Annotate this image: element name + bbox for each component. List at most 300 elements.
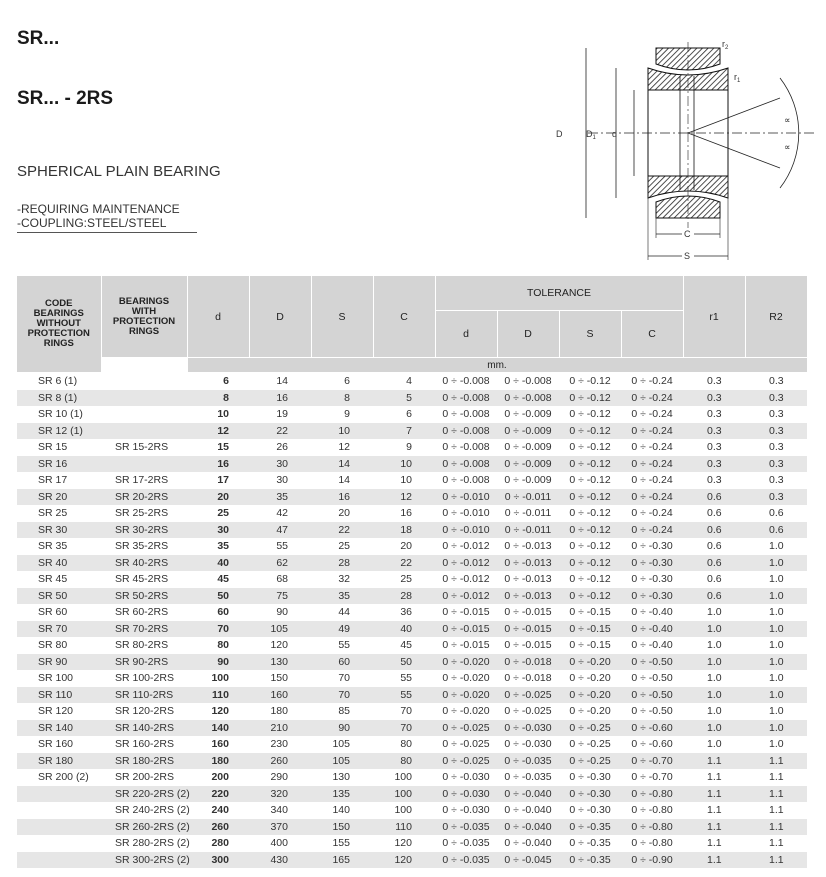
cell-tol-C: 0 ÷ -0.40	[631, 639, 673, 652]
cell-code: SR 40	[17, 555, 101, 572]
cell-r1: 0.6	[707, 573, 722, 586]
table-row	[17, 423, 807, 440]
cell-tol-S: 0 ÷ -0.12	[569, 540, 611, 553]
dim-D1-label: $D_1$	[586, 129, 596, 141]
cell-tol-d: 0 ÷ -0.015	[442, 639, 490, 652]
cell-C: 20	[400, 540, 412, 553]
cell-tol-D: 0 ÷ -0.015	[504, 606, 552, 619]
cell-D: 47	[249, 522, 311, 539]
cell-code: SR 30	[17, 522, 101, 539]
cell-D: 35	[249, 489, 311, 506]
cell-r1: 0.3	[707, 441, 722, 454]
cell-tol-S: 0 ÷ -0.12	[569, 507, 611, 520]
cell-tol-d: 0 ÷ -0.008	[442, 375, 490, 388]
cell-r1: 1.1	[683, 753, 745, 770]
cell-r2: 1.0	[769, 639, 784, 652]
cell-tol-S: 0 ÷ -0.12	[569, 573, 611, 586]
cell-d: 140	[187, 720, 249, 737]
cell-D: 150	[270, 672, 288, 685]
table-row	[17, 802, 807, 819]
cell-r2: 0.3	[745, 390, 807, 407]
table-row	[17, 439, 807, 456]
cell-r2: 0.3	[745, 423, 807, 440]
col-header-C: C	[373, 276, 435, 358]
cell-S: 130	[332, 771, 350, 784]
cell-with-rings: SR 80-2RS	[115, 639, 169, 652]
cell-tol-d: 0 ÷ -0.010	[435, 489, 497, 506]
cell-d: 16	[187, 456, 249, 473]
cell-tol-D: 0 ÷ -0.015	[504, 639, 552, 652]
cell-C: 100	[394, 804, 412, 817]
cell-tol-S: 0 ÷ -0.12	[559, 390, 621, 407]
cell-tol-S: 0 ÷ -0.30	[559, 786, 621, 803]
cell-S: 22	[311, 522, 373, 539]
cell-d: 100	[211, 672, 229, 685]
cell-r1: 1.1	[707, 837, 722, 850]
cell-tol-D: 0 ÷ -0.040	[497, 819, 559, 836]
table-row	[17, 489, 807, 506]
col-header-tol-C: C	[621, 311, 683, 358]
cell-S: 32	[338, 573, 350, 586]
cell-C: 18	[373, 522, 435, 539]
cell-tol-C: 0 ÷ -0.50	[621, 654, 683, 671]
cell-tol-C: 0 ÷ -0.60	[621, 720, 683, 737]
cell-D: 42	[276, 507, 288, 520]
cell-S: 14	[311, 456, 373, 473]
cell-tol-S: 0 ÷ -0.12	[559, 555, 621, 572]
cell-tol-d: 0 ÷ -0.020	[435, 654, 497, 671]
cell-r1: 1.0	[683, 654, 745, 671]
cell-r1: 1.0	[683, 621, 745, 638]
cell-r2: 1.1	[769, 837, 784, 850]
cell-tol-d: 0 ÷ -0.015	[435, 621, 497, 638]
cell-S: 70	[311, 687, 373, 704]
cell-with-rings: SR 30-2RS	[101, 522, 187, 539]
cell-tol-C: 0 ÷ -0.30	[631, 573, 673, 586]
cell-tol-C: 0 ÷ -0.24	[621, 522, 683, 539]
cell-r1: 0.6	[683, 588, 745, 605]
cell-tol-S: 0 ÷ -0.12	[559, 588, 621, 605]
cell-C: 6	[406, 408, 412, 421]
cell-with-rings: SR 160-2RS	[115, 738, 174, 751]
cell-tol-D: 0 ÷ -0.040	[504, 804, 552, 817]
cell-with-rings	[101, 406, 187, 423]
cell-tol-D: 0 ÷ -0.009	[497, 456, 559, 473]
cell-tol-C: 0 ÷ -0.24	[631, 474, 673, 487]
cell-tol-S: 0 ÷ -0.35	[569, 837, 611, 850]
cell-tol-C: 0 ÷ -0.30	[631, 540, 673, 553]
cell-D: 130	[249, 654, 311, 671]
cell-C: 70	[400, 705, 412, 718]
cell-C: 55	[373, 687, 435, 704]
cell-tol-C: 0 ÷ -0.70	[631, 771, 673, 784]
cell-tol-S: 0 ÷ -0.30	[569, 771, 611, 784]
cell-code: SR 35	[38, 540, 68, 553]
cell-with-rings	[101, 373, 187, 390]
cell-tol-D: 0 ÷ -0.013	[497, 555, 559, 572]
cell-tol-C: 0 ÷ -0.24	[621, 489, 683, 506]
cell-tol-D: 0 ÷ -0.011	[497, 489, 559, 506]
cell-r2: 1.0	[769, 705, 784, 718]
cell-tol-d: 0 ÷ -0.012	[442, 540, 490, 553]
cell-d: 300	[187, 852, 249, 869]
cell-with-rings: SR 120-2RS	[115, 705, 174, 718]
cell-tol-C: 0 ÷ -0.24	[631, 375, 673, 388]
cell-r2: 1.0	[769, 540, 784, 553]
cell-tol-S: 0 ÷ -0.20	[569, 705, 611, 718]
cell-r1: 0.6	[707, 540, 722, 553]
table-row	[17, 406, 807, 423]
col-header-tol-d: d	[435, 311, 497, 358]
cell-d: 45	[217, 573, 229, 586]
cell-r1: 0.3	[683, 390, 745, 407]
cell-r1: 0.6	[683, 489, 745, 506]
cell-C: 40	[373, 621, 435, 638]
unit-label: mm.	[187, 358, 807, 373]
cell-code: SR 20	[17, 489, 101, 506]
cell-r1: 1.1	[683, 786, 745, 803]
cell-tol-D: 0 ÷ -0.009	[504, 441, 552, 454]
cell-r2: 1.1	[769, 804, 784, 817]
cell-with-rings: SR 20-2RS	[101, 489, 187, 506]
cell-D: 210	[249, 720, 311, 737]
cell-with-rings: SR 110-2RS	[101, 687, 187, 704]
cell-code: SR 140	[17, 720, 101, 737]
cell-tol-D: 0 ÷ -0.018	[497, 654, 559, 671]
cell-tol-d: 0 ÷ -0.025	[435, 753, 497, 770]
cell-r2: 1.0	[769, 738, 784, 751]
note-maintenance: -REQUIRING MAINTENANCE	[17, 202, 180, 216]
cell-S: 135	[311, 786, 373, 803]
cell-with-rings: SR 240-2RS (2)	[115, 804, 190, 817]
cell-S: 150	[311, 819, 373, 836]
cell-r1: 1.1	[683, 852, 745, 869]
cell-tol-D: 0 ÷ -0.011	[504, 507, 552, 520]
cell-S: 6	[344, 375, 350, 388]
cell-D: 105	[249, 621, 311, 638]
cell-D: 68	[276, 573, 288, 586]
cell-C: 28	[373, 588, 435, 605]
cell-tol-S: 0 ÷ -0.12	[569, 441, 611, 454]
cell-tol-C: 0 ÷ -0.70	[621, 753, 683, 770]
table-row	[17, 538, 807, 555]
cell-S: 155	[332, 837, 350, 850]
cell-code: SR 110	[17, 687, 101, 704]
cell-tol-C: 0 ÷ -0.40	[631, 606, 673, 619]
bearing-spec-table	[17, 276, 808, 868]
cell-C: 120	[394, 837, 412, 850]
cell-d: 15	[217, 441, 229, 454]
cell-S: 90	[311, 720, 373, 737]
cell-S: 165	[311, 852, 373, 869]
cell-tol-S: 0 ÷ -0.12	[569, 408, 611, 421]
r1-label: $r_1$	[734, 72, 741, 84]
cell-tol-S: 0 ÷ -0.15	[569, 639, 611, 652]
cell-D: 75	[249, 588, 311, 605]
cell-d: 160	[211, 738, 229, 751]
cell-d: 70	[187, 621, 249, 638]
dim-d-label: d	[612, 129, 618, 139]
cell-r2: 1.0	[745, 588, 807, 605]
cell-S: 28	[311, 555, 373, 572]
cell-with-rings: SR 220-2RS (2)	[101, 786, 187, 803]
cell-d: 60	[217, 606, 229, 619]
cell-r1: 1.0	[707, 639, 722, 652]
cell-tol-d: 0 ÷ -0.008	[435, 423, 497, 440]
cell-r2: 1.0	[769, 672, 784, 685]
cell-S: 105	[311, 753, 373, 770]
cell-tol-D: 0 ÷ -0.040	[497, 786, 559, 803]
cell-D: 340	[270, 804, 288, 817]
cell-S: 10	[311, 423, 373, 440]
table-row	[17, 736, 807, 753]
cell-tol-D: 0 ÷ -0.009	[504, 408, 552, 421]
cell-d: 25	[217, 507, 229, 520]
cell-tol-D: 0 ÷ -0.009	[504, 474, 552, 487]
cell-code: SR 80	[38, 639, 68, 652]
cell-D: 30	[249, 456, 311, 473]
cell-r1: 0.3	[707, 408, 722, 421]
cell-d: 10	[217, 408, 229, 421]
cell-r2: 1.0	[745, 687, 807, 704]
cell-tol-d: 0 ÷ -0.008	[442, 408, 490, 421]
col-header-d: d	[187, 276, 249, 358]
alpha-top-label: ∝	[784, 115, 791, 125]
cell-tol-D: 0 ÷ -0.030	[497, 720, 559, 737]
col-header-D: D	[249, 276, 311, 358]
cell-r1: 0.6	[707, 507, 722, 520]
r2-label: $r_2$	[722, 39, 729, 51]
cell-tol-S: 0 ÷ -0.15	[559, 621, 621, 638]
cell-with-rings: SR 200-2RS	[115, 771, 174, 784]
cell-tol-d: 0 ÷ -0.035	[435, 819, 497, 836]
cell-S: 85	[338, 705, 350, 718]
table-row	[17, 505, 807, 522]
cell-code: SR 8 (1)	[17, 390, 101, 407]
cell-r2: 1.0	[745, 654, 807, 671]
cell-with-rings: SR 17-2RS	[115, 474, 169, 487]
cell-C: 4	[406, 375, 412, 388]
cell-with-rings	[101, 456, 187, 473]
cell-tol-S: 0 ÷ -0.35	[559, 852, 621, 869]
cell-code	[17, 835, 101, 852]
cell-tol-D: 0 ÷ -0.018	[504, 672, 552, 685]
cell-tol-d: 0 ÷ -0.025	[435, 720, 497, 737]
cell-tol-d: 0 ÷ -0.030	[435, 786, 497, 803]
cell-D: 16	[249, 390, 311, 407]
cell-tol-d: 0 ÷ -0.012	[435, 588, 497, 605]
cell-d: 110	[187, 687, 249, 704]
cell-D: 22	[249, 423, 311, 440]
cell-S: 16	[311, 489, 373, 506]
cell-code: SR 10 (1)	[38, 408, 83, 421]
cell-tol-d: 0 ÷ -0.030	[442, 771, 490, 784]
cell-r2: 1.1	[745, 753, 807, 770]
cell-D: 430	[249, 852, 311, 869]
cell-tol-C: 0 ÷ -0.24	[631, 408, 673, 421]
cell-with-rings: SR 45-2RS	[115, 573, 169, 586]
cell-tol-D: 0 ÷ -0.035	[497, 753, 559, 770]
cell-S: 35	[311, 588, 373, 605]
cell-tol-d: 0 ÷ -0.035	[442, 837, 490, 850]
cell-r2: 1.0	[769, 606, 784, 619]
cell-with-rings: SR 140-2RS	[101, 720, 187, 737]
cell-tol-S: 0 ÷ -0.12	[559, 522, 621, 539]
cell-C: 22	[373, 555, 435, 572]
cell-d: 40	[187, 555, 249, 572]
cell-tol-d: 0 ÷ -0.030	[442, 804, 490, 817]
cell-S: 105	[332, 738, 350, 751]
cell-tol-C: 0 ÷ -0.50	[631, 672, 673, 685]
cell-with-rings: SR 90-2RS	[101, 654, 187, 671]
cell-tol-d: 0 ÷ -0.010	[442, 507, 490, 520]
cell-D: 55	[276, 540, 288, 553]
cell-tol-S: 0 ÷ -0.20	[569, 672, 611, 685]
cell-tol-S: 0 ÷ -0.12	[559, 456, 621, 473]
cell-with-rings: SR 70-2RS	[101, 621, 187, 638]
cell-d: 220	[187, 786, 249, 803]
cell-C: 12	[373, 489, 435, 506]
cell-code: SR 160	[38, 738, 74, 751]
cell-S: 70	[338, 672, 350, 685]
cell-tol-d: 0 ÷ -0.020	[442, 705, 490, 718]
cell-tol-S: 0 ÷ -0.15	[569, 606, 611, 619]
cell-tol-D: 0 ÷ -0.008	[504, 375, 552, 388]
cell-tol-d: 0 ÷ -0.020	[442, 672, 490, 685]
cell-r1: 1.1	[707, 771, 722, 784]
cell-d: 8	[187, 390, 249, 407]
table-row	[17, 522, 807, 539]
cell-code: SR 16	[17, 456, 101, 473]
cell-code: SR 6 (1)	[38, 375, 78, 388]
cell-C: 5	[373, 390, 435, 407]
cell-D: 230	[270, 738, 288, 751]
cell-S: 25	[338, 540, 350, 553]
table-row	[17, 819, 807, 836]
cell-r2: 0.3	[769, 375, 784, 388]
cell-D: 120	[270, 639, 288, 652]
cell-tol-S: 0 ÷ -0.12	[569, 375, 611, 388]
cell-r2: 1.1	[745, 852, 807, 869]
table-row	[17, 769, 807, 786]
cell-code: SR 100	[38, 672, 74, 685]
cell-d: 200	[211, 771, 229, 784]
cell-tol-C: 0 ÷ -0.24	[621, 423, 683, 440]
cell-S: 12	[338, 441, 350, 454]
cell-code: SR 120	[38, 705, 74, 718]
cell-with-rings: SR 25-2RS	[115, 507, 169, 520]
cell-C: 80	[400, 738, 412, 751]
cell-r1: 0.6	[683, 522, 745, 539]
cell-tol-D: 0 ÷ -0.035	[504, 771, 552, 784]
cell-r2: 0.3	[769, 474, 784, 487]
cell-r2: 1.0	[769, 573, 784, 586]
cell-r2: 0.3	[745, 456, 807, 473]
cell-tol-d: 0 ÷ -0.008	[442, 474, 490, 487]
cell-d: 280	[211, 837, 229, 850]
cell-with-rings: SR 35-2RS	[115, 540, 169, 553]
cell-tol-d: 0 ÷ -0.008	[442, 441, 490, 454]
cell-tol-D: 0 ÷ -0.045	[497, 852, 559, 869]
cell-S: 8	[311, 390, 373, 407]
cell-D: 400	[270, 837, 288, 850]
cell-code	[17, 786, 101, 803]
cell-C: 10	[373, 456, 435, 473]
cell-with-rings: SR 280-2RS (2)	[115, 837, 190, 850]
cell-d: 80	[217, 639, 229, 652]
product-title: SR...	[17, 28, 60, 49]
col-header-r1: r1	[683, 276, 745, 358]
product-subtitle: SPHERICAL PLAIN BEARING	[17, 163, 221, 180]
cell-S: 140	[332, 804, 350, 817]
cell-r2: 1.0	[745, 555, 807, 572]
cell-r2: 1.0	[745, 720, 807, 737]
cell-tol-S: 0 ÷ -0.25	[559, 753, 621, 770]
cell-C: 80	[373, 753, 435, 770]
cell-r1: 0.6	[683, 555, 745, 572]
table-row	[17, 703, 807, 720]
alpha-bottom-label: ∝	[784, 142, 791, 152]
cell-tol-C: 0 ÷ -0.24	[631, 507, 673, 520]
cell-r1: 1.1	[683, 819, 745, 836]
cell-r1: 1.0	[707, 606, 722, 619]
cell-r2: 0.3	[769, 408, 784, 421]
table-row	[17, 456, 807, 473]
col-header-tol-S: S	[559, 311, 621, 358]
cell-code	[17, 819, 101, 836]
dim-S-label: S	[684, 251, 691, 261]
cell-tol-C: 0 ÷ -0.24	[621, 390, 683, 407]
cell-tol-D: 0 ÷ -0.030	[504, 738, 552, 751]
cell-tol-S: 0 ÷ -0.20	[559, 687, 621, 704]
cell-code	[17, 852, 101, 869]
col-header-tol-D: D	[497, 311, 559, 358]
cell-r2: 0.3	[769, 441, 784, 454]
cell-tol-C: 0 ÷ -0.90	[621, 852, 683, 869]
cell-r2: 0.3	[745, 489, 807, 506]
cell-C: 36	[400, 606, 412, 619]
col-header-tolerance: TOLERANCE	[435, 276, 683, 311]
cell-C: 50	[373, 654, 435, 671]
cell-tol-C: 0 ÷ -0.24	[631, 441, 673, 454]
table-row	[17, 852, 807, 869]
cell-D: 26	[276, 441, 288, 454]
cell-d: 180	[187, 753, 249, 770]
cell-r1: 1.0	[707, 672, 722, 685]
col-header-S: S	[311, 276, 373, 358]
cell-r1: 1.0	[683, 687, 745, 704]
cell-tol-d: 0 ÷ -0.012	[442, 573, 490, 586]
cell-C: 9	[406, 441, 412, 454]
table-row	[17, 604, 807, 621]
dim-D-label: D	[556, 129, 563, 139]
cell-C: 45	[400, 639, 412, 652]
cell-D: 14	[276, 375, 288, 388]
cell-tol-C: 0 ÷ -0.24	[621, 456, 683, 473]
cell-with-rings: SR 180-2RS	[101, 753, 187, 770]
cell-tol-S: 0 ÷ -0.12	[569, 474, 611, 487]
cell-tol-D: 0 ÷ -0.015	[497, 621, 559, 638]
cell-tol-d: 0 ÷ -0.012	[435, 555, 497, 572]
cell-code: SR 17	[38, 474, 68, 487]
cell-code: SR 45	[38, 573, 68, 586]
cell-d: 20	[187, 489, 249, 506]
table-row	[17, 555, 807, 572]
cell-code: SR 12 (1)	[17, 423, 101, 440]
cell-r2: 1.0	[745, 621, 807, 638]
col-header-with-rings: BEARINGS WITH PROTECTION RINGS	[101, 276, 187, 358]
cell-d: 90	[187, 654, 249, 671]
